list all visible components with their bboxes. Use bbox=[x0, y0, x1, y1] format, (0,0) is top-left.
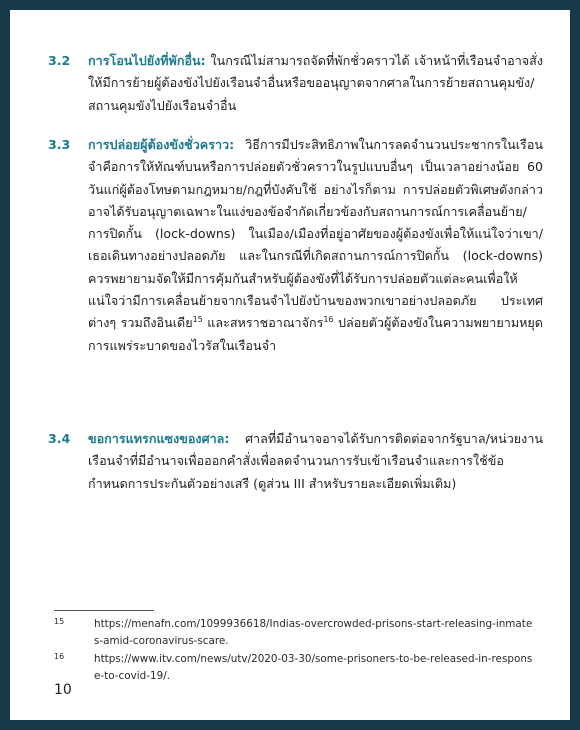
section-heading: ขอการแทรกแซงของศาล: bbox=[88, 431, 230, 446]
page-number: 10 bbox=[54, 682, 72, 698]
section-body bbox=[88, 134, 543, 357]
section-number: 3.3 bbox=[48, 137, 71, 152]
section-text: และสหราชอาณาจักร bbox=[202, 315, 324, 331]
section-body bbox=[88, 50, 543, 117]
section-body bbox=[88, 428, 543, 495]
section-heading: การโอนไปยังที่พักอื่น: bbox=[88, 53, 206, 68]
document-page bbox=[10, 10, 570, 720]
section-heading: การปล่อยผู้ต้องขังชั่วคราว: bbox=[88, 137, 235, 152]
footnote-link[interactable]: https://menafn.com/1099936618/Indias-overcrowded-prisons-start-releasing-inmates-amid-coronavirus-scare. bbox=[94, 618, 533, 647]
section-text: วิธีการมีประสิทธิภาพในการลดจำนวนประชากรในเรือนจำคือการให้ทัณฑ์บนหรือการปล่อยตัวชั่วคราวในรูปแบบอื่นๆ เป็นเวลาอย่างน้อย 60 วันแก่ผู้ต้องโทษตามกฎหมาย/กฎที่บังคับใช้ อย่างไรก็ตาม การปล่อยตัวพิเศษดังกล่าวอาจได้รับอนุญาตเฉพาะในแง่ของข้อจำกัดเกี่ยวข้องกับสถานการณ์การเคลื่อนย้าย/การปิดกั้น (lock-downs) ในเมือง/เมืองที่อยู่อาศัยของผู้ต้องขังเพื่อให้แน่ใจว่าเขา/เธอเดินทางอย่างปลอดภัย และในกรณีที่เกิดสถานการณ์การปิดกั้น (lock-downs) ควรพยายามจัดให้มีการคุ้มกันสำหรับผู้ต้องขังที่ได้รับการปล่อยตัวแต่ละคนเพื่อให้แน่ใจว่ามีการเคลื่อนย้ายจากเรือนจำไปยังบ้านของพวกเขาอย่างปลอดภัย ประเทศต่างๆ รวมถึงอินเดีย bbox=[88, 137, 543, 331]
section-3-3 bbox=[48, 134, 543, 357]
section-number: 3.4 bbox=[48, 431, 71, 446]
footnote-divider bbox=[54, 610, 154, 611]
section-3-2 bbox=[48, 50, 543, 117]
section-text: ในกรณีไม่สามารถจัดที่พักชั่วคราวได้ เจ้าหน้าที่เรือนจำอาจสั่งให้มีการย้ายผู้ต้องขังไปยังเรือนจำอื่นหรือขออนุญาตจากศาลในการย้ายสถานคุมขัง/สถานคุมขังไปยังเรือนจำอื่น bbox=[88, 53, 543, 113]
footnote bbox=[54, 616, 534, 650]
section-text: ปล่อยตัวผู้ต้องขังในความพยายามหยุดการแพร่ระบาดของไวรัสในเรือนจำ bbox=[88, 315, 543, 353]
section-text: ศาลที่มีอำนาจอาจได้รับการติดต่อจากรัฐบาล/หน่วยงานเรือนจำที่มีอำนาจเพื่อออกคำสั่งเพื่อลดจำนวนการรับเข้าเรือนจำและการใช้ข้อกำหนดการประกันตัวอย่างเสรี (ดูส่วน III สำหรับรายละเอียดเพิ่มเติม) bbox=[88, 431, 543, 491]
footnote-ref: 15 bbox=[192, 315, 203, 325]
footnote bbox=[54, 651, 534, 685]
section-number: 3.2 bbox=[48, 53, 71, 68]
footnote-link[interactable]: https://www.itv.com/news/utv/2020-03-30/some-prisoners-to-be-released-in-response-to-covid-19/. bbox=[94, 653, 533, 682]
section-3-4 bbox=[48, 428, 543, 495]
footnote-number: 16 bbox=[54, 652, 65, 661]
footnote-number: 15 bbox=[54, 617, 65, 626]
footnote-ref: 16 bbox=[323, 315, 334, 325]
